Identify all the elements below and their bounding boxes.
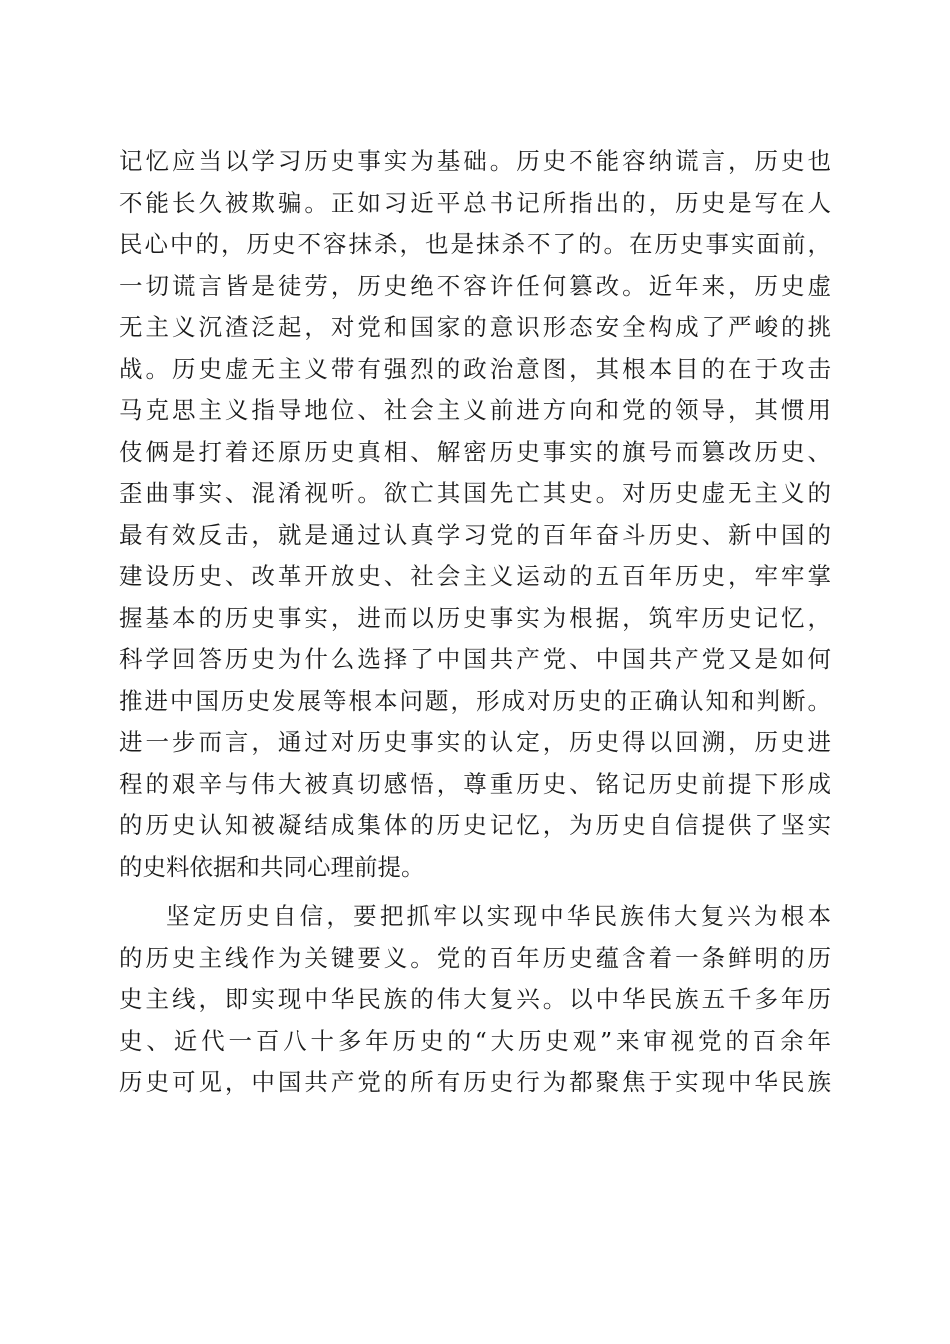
text-line: 无主义沉渣泛起，对党和国家的意识形态安全构成了严峻的挑 — [119, 313, 831, 341]
text-line: 程的艰辛与伟大被真切感悟，尊重历史、铭记历史前提下形成 — [119, 769, 831, 798]
paragraph-gap — [119, 888, 831, 896]
text-line: 推进中国历史发展等根本问题，形成对历史的正确认知和判断。 — [119, 686, 831, 715]
text-line: 史、近代一百八十多年历史的“大历史观”来审视党的百余年 — [119, 1026, 831, 1055]
text-line: 不能长久被欺骗。正如习近平总书记所指出的，历史是写在人 — [119, 188, 831, 217]
text-line: 坚定历史自信，要把抓牢以实现中华民族伟大复兴为根本 — [166, 902, 831, 930]
text-line: 史主线，即实现中华民族的伟大复兴。以中华民族五千多年历 — [119, 985, 831, 1013]
text-line: 记忆应当以学习历史事实为基础。历史不能容纳谎言，历史也 — [119, 147, 831, 175]
paragraph-1 — [119, 141, 831, 888]
text-line: 的历史主线作为关键要义。党的百年历史蕴含着一条鲜明的历 — [119, 943, 831, 972]
text-line: 歪曲事实、混淆视听。欲亡其国先亡其史。对历史虚无主义的 — [119, 479, 831, 507]
text-line: 进一步而言，通过对历史事实的认定，历史得以回溯，历史进 — [119, 728, 831, 756]
text-line: 一切谎言皆是徒劳，历史绝不容许任何篡改。近年来，历史虚 — [119, 271, 831, 300]
body-text — [119, 141, 831, 1104]
text-line: 的史料依据和共同心理前提。 — [119, 852, 425, 881]
text-line: 民心中的，历史不容抹杀，也是抹杀不了的。在历史事实面前， — [119, 230, 831, 258]
text-line: 建设历史、改革开放史、社会主义运动的五百年历史，牢牢掌 — [119, 562, 831, 590]
text-line: 伎俩是打着还原历史真相、解密历史事实的旗号而篡改历史、 — [119, 437, 831, 466]
text-line: 科学回答历史为什么选择了中国共产党、中国共产党又是如何 — [119, 645, 831, 673]
text-line: 历史可见，中国共产党的所有历史行为都聚焦于实现中华民族 — [119, 1068, 831, 1096]
text-line: 最有效反击，就是通过认真学习党的百年奋斗历史、新中国的 — [119, 520, 831, 549]
paragraph-2 — [119, 896, 831, 1104]
text-line: 战。历史虚无主义带有强烈的政治意图，其根本目的在于攻击 — [119, 354, 831, 383]
text-line: 握基本的历史事实，进而以历史事实为根据，筑牢历史记忆， — [119, 603, 831, 632]
text-line: 马克思主义指导地位、社会主义前进方向和党的领导，其惯用 — [119, 396, 831, 424]
text-line: 的历史认知被凝结成集体的历史记忆，为历史自信提供了坚实 — [119, 811, 831, 839]
